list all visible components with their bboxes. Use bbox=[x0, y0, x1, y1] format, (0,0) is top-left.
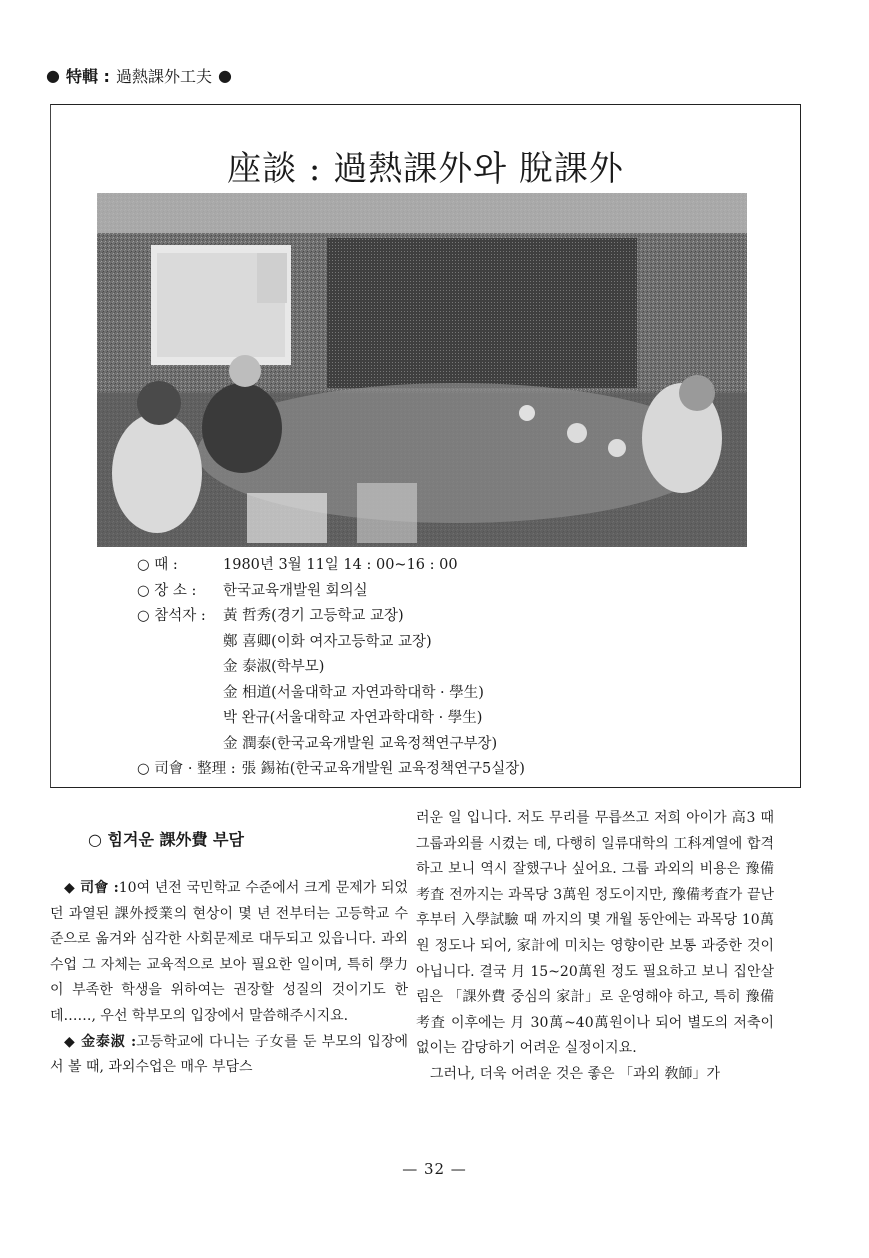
speaker-label: ◆ 司會 : bbox=[64, 880, 119, 896]
info-attendees bbox=[137, 604, 525, 630]
attendee-6: 金 潤泰(한국교육개발원 교육정책연구부장) bbox=[223, 735, 498, 752]
left-column bbox=[50, 826, 408, 1081]
place-value: 한국교육개발원 회의실 bbox=[223, 582, 368, 599]
running-header bbox=[46, 64, 232, 87]
paragraph-text: 고등학교에 다니는 子女를 둔 부모의 입장에서 볼 때, 과외수업은 매우 부담스 bbox=[50, 1033, 408, 1076]
date-label: ○ 때 : bbox=[137, 557, 178, 573]
attendee-3: 金 泰淑(학부모) bbox=[223, 659, 325, 675]
paragraph-kim bbox=[50, 1030, 408, 1081]
attendee-row bbox=[137, 681, 525, 707]
paragraph-text: 10여 년전 국민학교 수준에서 크게 문제가 되었던 과열된 課外授業의 현상이 몇 년 전부터는 고등학교 수준으로 옮겨와 심각한 사회문제로 대두되고 있읍니다. 과외수업 그 자체는 교육적으로 보아 필요한 일이며, 특히 學力이 부족한 학생을 위하여는 권장할 성질의 것이기도 한데……, 우선 학부모의 입장에서 말씀해주시지요. bbox=[50, 880, 408, 1024]
header-bullet-right: ● bbox=[217, 66, 232, 85]
attendees-label: ○ 참석자 : bbox=[137, 608, 206, 624]
speaker-label: ◆ 金泰淑 : bbox=[64, 1033, 137, 1050]
attendee-2: 鄭 喜卿(이화 여자고등학교 교장) bbox=[223, 633, 432, 650]
moderator-label: ○ 司會 · 整理 : bbox=[137, 761, 236, 777]
date-value: 1980년 3월 11일 14 : 00~16 : 00 bbox=[223, 557, 458, 573]
meeting-info bbox=[137, 553, 525, 783]
attendee-row bbox=[137, 732, 525, 758]
info-place bbox=[137, 579, 525, 605]
header-label: 特輯 : bbox=[65, 67, 110, 86]
info-date bbox=[137, 553, 525, 579]
attendee-row bbox=[137, 655, 525, 681]
header-subject: 過熱課外工夫 bbox=[115, 67, 212, 86]
attendee-row bbox=[137, 630, 525, 656]
right-column bbox=[416, 806, 774, 1088]
photo-illustration bbox=[97, 193, 747, 547]
paragraph-continued: 러운 일 입니다. 저도 무리를 무릅쓰고 저희 아이가 高3 때 그룹과외를 시켰는 데, 다행히 일류대학의 工科계열에 합격하고 보니 역시 잘했구나 싶어요. 그룹 과외의 비용은 豫備考査 전까지는 과목당 3萬원 정도이지만, 豫備考査가 끝난 후부터 入學試驗 때 까지의 몇 개월 동안에는 과목당 10萬원 정도나 되어, 家計에 미치는 영향이란 보통 과중한 것이 아닙니다. 결국 月 15~20萬원 정도 필요하고 보니 집안살림은 「課外費 중심의 家計」로 운영해야 하고, 특히 豫備考査 이후에는 月 30萬~40萬원이나 되어 별도의 저축이 없이는 감당하기 어려운 실정이지요. bbox=[416, 810, 774, 1057]
info-moderator bbox=[137, 757, 525, 783]
attendee-5: 박 완규(서울대학교 자연과학대학 · 學生) bbox=[223, 710, 483, 726]
place-label: ○ 장 소 : bbox=[137, 582, 197, 599]
attendee-row bbox=[137, 706, 525, 732]
moderator-value: 張 錫祐(한국교육개발원 교육정책연구5실장) bbox=[241, 761, 525, 777]
attendee-4: 金 相道(서울대학교 자연과학대학 · 學生) bbox=[223, 684, 484, 701]
feature-box bbox=[50, 104, 801, 788]
paragraph-next: 그러나, 더욱 어려운 것은 좋은 「과외 敎師」가 bbox=[430, 1065, 721, 1082]
attendee-1: 黃 哲秀(경기 고등학교 교장) bbox=[223, 608, 404, 624]
section-title: ○ 힘겨운 課外費 부담 bbox=[88, 830, 244, 849]
discussion-photo bbox=[97, 193, 747, 547]
header-bullet-left: ● bbox=[46, 66, 60, 85]
page-number: — 32 — bbox=[402, 1160, 467, 1178]
article-title: 座談 : 過熱課外와 脫課外 bbox=[227, 149, 624, 189]
paragraph-moderator bbox=[50, 876, 408, 1030]
